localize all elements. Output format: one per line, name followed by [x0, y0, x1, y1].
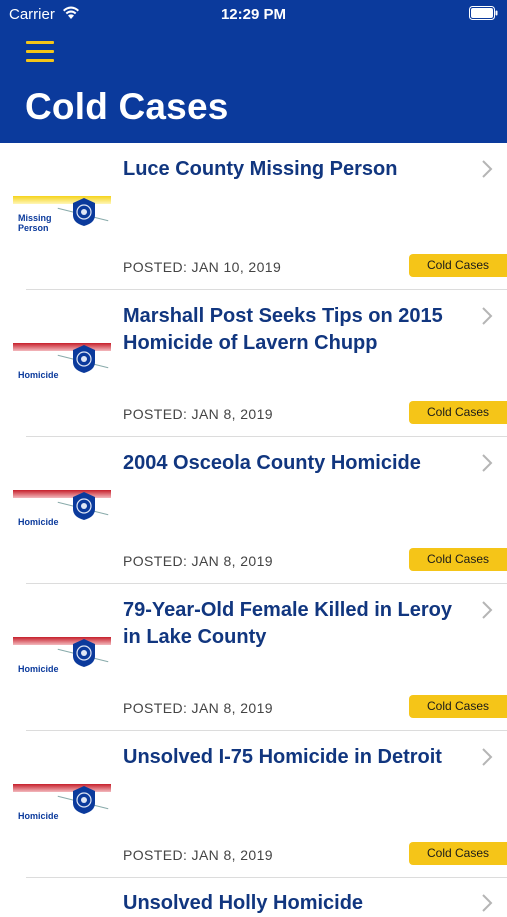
- thumb-category-label: Homicide: [18, 517, 59, 527]
- battery-icon: [469, 6, 498, 20]
- case-title[interactable]: 2004 Osceola County Homicide: [123, 452, 421, 474]
- category-tag[interactable]: Cold Cases: [409, 695, 507, 718]
- case-thumbnail: [13, 637, 111, 677]
- cold-case-list: [0, 143, 507, 914]
- case-row[interactable]: [0, 731, 507, 878]
- chevron-right-icon: [481, 600, 493, 620]
- hamburger-menu-icon[interactable]: [26, 40, 54, 64]
- michigan-state-police-badge-icon: [71, 638, 97, 668]
- case-row[interactable]: [0, 143, 507, 290]
- chevron-right-icon: [481, 159, 493, 179]
- case-title[interactable]: Marshall Post Seeks Tips on 2015 Homicide of Lavern Chupp: [123, 305, 443, 354]
- case-thumbnail: [13, 784, 111, 824]
- chevron-right-icon: [481, 747, 493, 767]
- posted-date: POSTED: JAN 8, 2019: [123, 700, 273, 716]
- carrier-label: Carrier: [9, 6, 55, 23]
- thumb-category-label: Homicide: [18, 370, 59, 380]
- chevron-right-icon: [481, 453, 493, 473]
- case-row[interactable]: [0, 437, 507, 584]
- case-title[interactable]: Unsolved I-75 Homicide in Detroit: [123, 746, 442, 768]
- case-title[interactable]: Luce County Missing Person: [123, 158, 398, 180]
- michigan-state-police-badge-icon: [71, 785, 97, 815]
- michigan-state-police-badge-icon: [71, 491, 97, 521]
- thumb-category-label: Homicide: [18, 811, 59, 821]
- category-tag[interactable]: Cold Cases: [409, 842, 507, 865]
- page-title: Cold Cases: [25, 86, 229, 127]
- case-thumbnail: [13, 490, 111, 530]
- thumb-category-label: Missing Person: [18, 213, 52, 233]
- chevron-right-icon: [481, 893, 493, 913]
- nav-header: [0, 0, 507, 143]
- case-row[interactable]: [0, 290, 507, 437]
- posted-date: POSTED: JAN 8, 2019: [123, 406, 273, 422]
- thumb-category-label: Homicide: [18, 664, 59, 674]
- status-bar: [0, 0, 507, 28]
- category-tag[interactable]: Cold Cases: [409, 254, 507, 277]
- case-row-partial[interactable]: [0, 878, 507, 914]
- status-time: 12:29 PM: [220, 6, 287, 23]
- posted-date: POSTED: JAN 10, 2019: [123, 259, 282, 275]
- category-tag[interactable]: Cold Cases: [409, 548, 507, 571]
- posted-date: POSTED: JAN 8, 2019: [123, 847, 273, 863]
- posted-date: POSTED: JAN 8, 2019: [123, 553, 273, 569]
- case-thumbnail: [13, 343, 111, 383]
- chevron-right-icon: [481, 306, 493, 326]
- category-tag[interactable]: Cold Cases: [409, 401, 507, 424]
- case-row[interactable]: [0, 584, 507, 731]
- michigan-state-police-badge-icon: [71, 344, 97, 374]
- case-thumbnail: [13, 196, 111, 236]
- michigan-state-police-badge-icon: [71, 197, 97, 227]
- case-title[interactable]: Unsolved Holly Homicide: [123, 892, 364, 914]
- case-title[interactable]: 79-Year-Old Female Killed in Leroy in Lake County: [123, 599, 453, 648]
